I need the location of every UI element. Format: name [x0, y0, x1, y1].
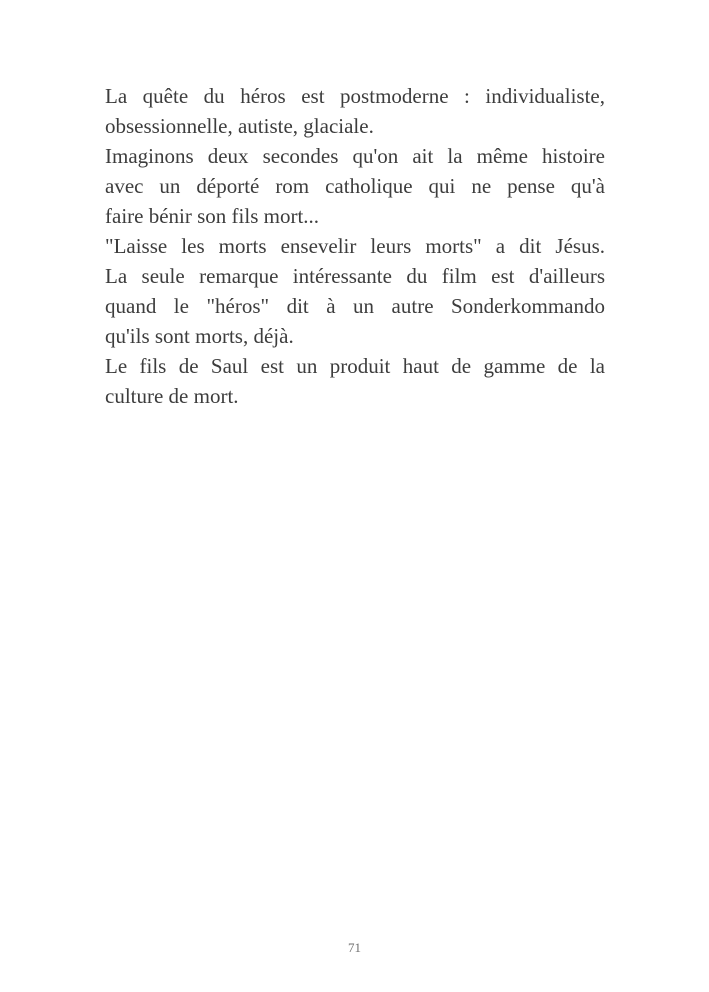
text-line: avec un déporté rom catholique qui ne pense qu'à — [105, 174, 605, 198]
text-line: quand le "héros" dit à un autre Sonderkommando — [105, 294, 605, 318]
text-line: obsessionnelle, autiste, glaciale. — [105, 114, 374, 138]
text-line: qu'ils sont morts, déjà. — [105, 324, 294, 348]
text-line: La seule remarque intéressante du film est d'ailleurs — [105, 264, 605, 288]
text-line: culture de mort. — [105, 384, 239, 408]
text-line: "Laisse les morts ensevelir leurs morts" a dit Jésus. — [105, 234, 605, 258]
page-number: 71 — [348, 940, 361, 955]
text-line: La quête du héros est postmoderne : individualiste, — [105, 84, 605, 108]
text-line: Imaginons deux secondes qu'on ait la même histoire — [105, 144, 605, 168]
text-line: faire bénir son fils mort... — [105, 204, 320, 228]
text-line: Le fils de Saul est un produit haut de gamme de la — [105, 354, 605, 378]
body-text — [105, 81, 605, 411]
